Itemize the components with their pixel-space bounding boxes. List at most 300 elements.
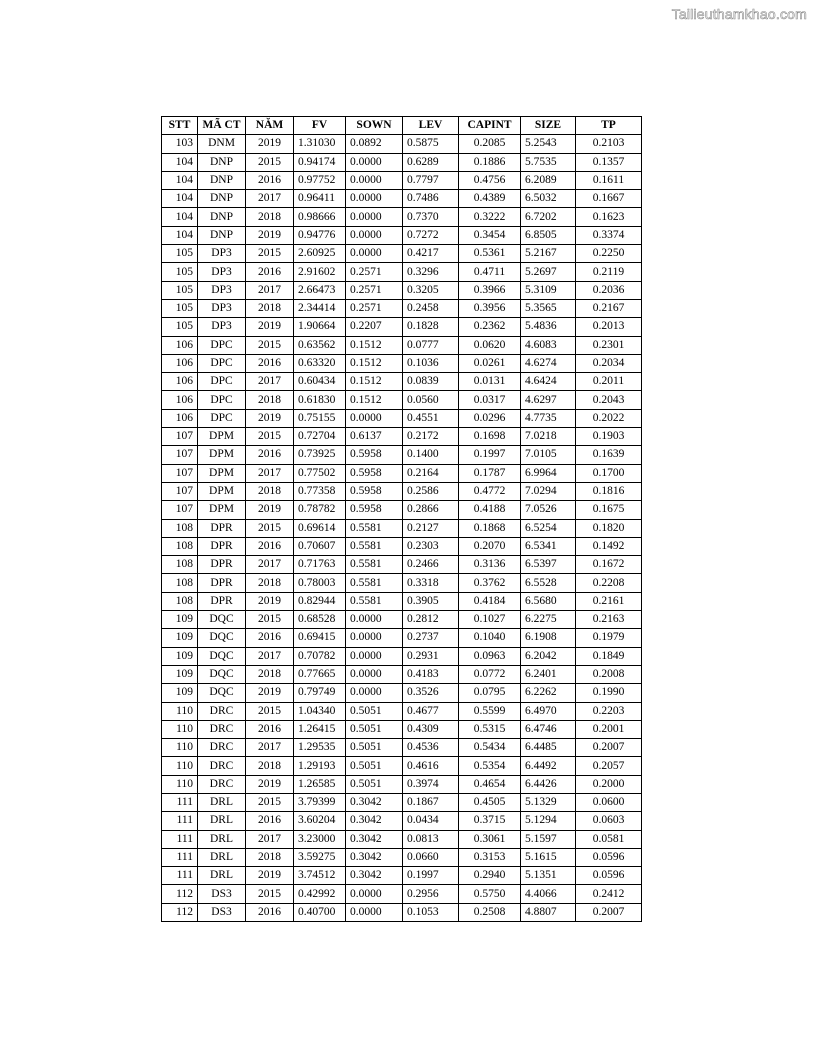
cell-lev: 0.0660 <box>403 848 459 866</box>
table-row <box>162 446 642 464</box>
cell-sown: 0.5581 <box>346 519 403 537</box>
cell-sown: 0.0000 <box>346 171 403 189</box>
cell-ma-ct: DQC <box>198 611 246 629</box>
cell-tp: 0.0603 <box>576 812 642 830</box>
cell-capint: 0.1886 <box>459 153 521 171</box>
cell-fv: 0.96411 <box>294 190 346 208</box>
cell-ma-ct: DPM <box>198 428 246 446</box>
cell-capint: 0.4756 <box>459 171 521 189</box>
cell-stt: 107 <box>162 464 198 482</box>
cell-sown: 0.1512 <box>346 354 403 372</box>
cell-nam: 2019 <box>246 775 294 793</box>
table-row <box>162 830 642 848</box>
cell-capint: 0.5434 <box>459 739 521 757</box>
cell-size: 6.9964 <box>521 464 576 482</box>
cell-capint: 0.1698 <box>459 428 521 446</box>
cell-stt: 106 <box>162 373 198 391</box>
table-row <box>162 537 642 555</box>
cell-stt: 105 <box>162 281 198 299</box>
cell-fv: 0.68528 <box>294 611 346 629</box>
column-header-capint: CAPINT <box>459 117 521 135</box>
cell-capint: 0.5750 <box>459 885 521 903</box>
cell-ma-ct: DPR <box>198 519 246 537</box>
cell-tp: 0.2412 <box>576 885 642 903</box>
cell-tp: 0.0596 <box>576 848 642 866</box>
cell-sown: 0.5958 <box>346 482 403 500</box>
cell-capint: 0.0772 <box>459 665 521 683</box>
watermark-text: Tailieuthamkhao.com <box>671 6 807 22</box>
cell-nam: 2019 <box>246 867 294 885</box>
table-row <box>162 592 642 610</box>
cell-sown: 0.0000 <box>346 903 403 921</box>
cell-ma-ct: DRL <box>198 867 246 885</box>
cell-size: 6.4492 <box>521 757 576 775</box>
cell-fv: 0.70782 <box>294 647 346 665</box>
cell-stt: 104 <box>162 171 198 189</box>
cell-size: 4.6297 <box>521 391 576 409</box>
cell-fv: 0.40700 <box>294 903 346 921</box>
cell-tp: 0.1492 <box>576 537 642 555</box>
cell-fv: 2.34414 <box>294 299 346 317</box>
cell-nam: 2018 <box>246 757 294 775</box>
cell-sown: 0.0000 <box>346 611 403 629</box>
cell-ma-ct: DP3 <box>198 263 246 281</box>
cell-size: 5.3109 <box>521 281 576 299</box>
table-row <box>162 391 642 409</box>
cell-size: 6.7202 <box>521 208 576 226</box>
cell-ma-ct: DRC <box>198 757 246 775</box>
cell-lev: 0.2956 <box>403 885 459 903</box>
cell-fv: 2.60925 <box>294 245 346 263</box>
cell-ma-ct: DNP <box>198 208 246 226</box>
table-row <box>162 190 642 208</box>
cell-lev: 0.4536 <box>403 739 459 757</box>
cell-sown: 0.2571 <box>346 299 403 317</box>
cell-stt: 108 <box>162 592 198 610</box>
cell-stt: 104 <box>162 153 198 171</box>
cell-ma-ct: DS3 <box>198 885 246 903</box>
cell-size: 6.2262 <box>521 684 576 702</box>
cell-ma-ct: DPC <box>198 409 246 427</box>
cell-sown: 0.1512 <box>346 391 403 409</box>
column-header-sown: SOWN <box>346 117 403 135</box>
cell-tp: 0.2011 <box>576 373 642 391</box>
cell-nam: 2016 <box>246 354 294 372</box>
cell-stt: 104 <box>162 190 198 208</box>
cell-fv: 0.77502 <box>294 464 346 482</box>
cell-ma-ct: DRL <box>198 812 246 830</box>
cell-lev: 0.0560 <box>403 391 459 409</box>
cell-capint: 0.0795 <box>459 684 521 702</box>
cell-size: 5.1615 <box>521 848 576 866</box>
cell-tp: 0.1979 <box>576 629 642 647</box>
cell-nam: 2017 <box>246 190 294 208</box>
cell-tp: 0.2057 <box>576 757 642 775</box>
cell-lev: 0.2466 <box>403 556 459 574</box>
cell-capint: 0.2940 <box>459 867 521 885</box>
cell-stt: 109 <box>162 629 198 647</box>
table-row <box>162 885 642 903</box>
cell-capint: 0.1868 <box>459 519 521 537</box>
cell-tp: 0.2034 <box>576 354 642 372</box>
cell-capint: 0.3966 <box>459 281 521 299</box>
cell-lev: 0.2737 <box>403 629 459 647</box>
cell-ma-ct: DPR <box>198 537 246 555</box>
cell-stt: 106 <box>162 354 198 372</box>
cell-nam: 2016 <box>246 629 294 647</box>
cell-tp: 0.2301 <box>576 336 642 354</box>
cell-size: 6.5032 <box>521 190 576 208</box>
table-row <box>162 336 642 354</box>
cell-sown: 0.0000 <box>346 153 403 171</box>
cell-ma-ct: DPC <box>198 373 246 391</box>
cell-nam: 2015 <box>246 611 294 629</box>
cell-lev: 0.7797 <box>403 171 459 189</box>
cell-nam: 2016 <box>246 812 294 830</box>
cell-sown: 0.6137 <box>346 428 403 446</box>
cell-stt: 110 <box>162 720 198 738</box>
table-row <box>162 775 642 793</box>
cell-capint: 0.4188 <box>459 501 521 519</box>
cell-sown: 0.0000 <box>346 208 403 226</box>
cell-capint: 0.2070 <box>459 537 521 555</box>
cell-size: 7.0105 <box>521 446 576 464</box>
cell-size: 4.7735 <box>521 409 576 427</box>
cell-nam: 2016 <box>246 446 294 464</box>
cell-nam: 2016 <box>246 903 294 921</box>
cell-stt: 105 <box>162 245 198 263</box>
cell-capint: 0.4772 <box>459 482 521 500</box>
cell-lev: 0.4616 <box>403 757 459 775</box>
table-row <box>162 867 642 885</box>
cell-size: 6.4970 <box>521 702 576 720</box>
cell-lev: 0.3205 <box>403 281 459 299</box>
cell-fv: 0.98666 <box>294 208 346 226</box>
table-body <box>162 135 642 922</box>
cell-nam: 2019 <box>246 684 294 702</box>
cell-ma-ct: DNP <box>198 171 246 189</box>
cell-lev: 0.0434 <box>403 812 459 830</box>
cell-tp: 0.0596 <box>576 867 642 885</box>
cell-nam: 2015 <box>246 702 294 720</box>
cell-tp: 0.2007 <box>576 739 642 757</box>
cell-fv: 0.82944 <box>294 592 346 610</box>
cell-sown: 0.0000 <box>346 665 403 683</box>
cell-nam: 2016 <box>246 263 294 281</box>
cell-sown: 0.0892 <box>346 135 403 153</box>
cell-nam: 2016 <box>246 537 294 555</box>
cell-lev: 0.7486 <box>403 190 459 208</box>
table-row <box>162 812 642 830</box>
cell-capint: 0.4654 <box>459 775 521 793</box>
cell-lev: 0.0839 <box>403 373 459 391</box>
cell-size: 6.4746 <box>521 720 576 738</box>
column-header-stt: STT <box>162 117 198 135</box>
cell-stt: 112 <box>162 903 198 921</box>
cell-nam: 2018 <box>246 574 294 592</box>
cell-nam: 2019 <box>246 501 294 519</box>
cell-size: 4.8807 <box>521 903 576 921</box>
cell-tp: 0.2203 <box>576 702 642 720</box>
cell-tp: 0.1357 <box>576 153 642 171</box>
cell-sown: 0.0000 <box>346 226 403 244</box>
cell-lev: 0.2127 <box>403 519 459 537</box>
cell-ma-ct: DRC <box>198 775 246 793</box>
cell-sown: 0.0000 <box>346 647 403 665</box>
cell-fv: 3.60204 <box>294 812 346 830</box>
cell-ma-ct: DPC <box>198 391 246 409</box>
cell-stt: 104 <box>162 208 198 226</box>
cell-tp: 0.0581 <box>576 830 642 848</box>
cell-tp: 0.1849 <box>576 647 642 665</box>
cell-tp: 0.2208 <box>576 574 642 592</box>
cell-sown: 0.0000 <box>346 684 403 702</box>
cell-nam: 2017 <box>246 647 294 665</box>
cell-stt: 104 <box>162 226 198 244</box>
cell-ma-ct: DRL <box>198 793 246 811</box>
cell-sown: 0.0000 <box>346 245 403 263</box>
cell-size: 7.0294 <box>521 482 576 500</box>
cell-size: 5.1294 <box>521 812 576 830</box>
cell-nam: 2019 <box>246 226 294 244</box>
cell-stt: 108 <box>162 519 198 537</box>
cell-nam: 2018 <box>246 391 294 409</box>
cell-nam: 2018 <box>246 208 294 226</box>
table-row <box>162 556 642 574</box>
cell-fv: 3.23000 <box>294 830 346 848</box>
cell-fv: 2.91602 <box>294 263 346 281</box>
cell-ma-ct: DPC <box>198 336 246 354</box>
cell-sown: 0.0000 <box>346 629 403 647</box>
cell-fv: 0.70607 <box>294 537 346 555</box>
cell-ma-ct: DNP <box>198 226 246 244</box>
cell-capint: 0.4711 <box>459 263 521 281</box>
cell-fv: 3.59275 <box>294 848 346 866</box>
table-row <box>162 665 642 683</box>
cell-lev: 0.4217 <box>403 245 459 263</box>
column-header-size: SIZE <box>521 117 576 135</box>
cell-stt: 109 <box>162 684 198 702</box>
table-row <box>162 903 642 921</box>
cell-lev: 0.6289 <box>403 153 459 171</box>
cell-size: 6.4426 <box>521 775 576 793</box>
cell-size: 5.2167 <box>521 245 576 263</box>
cell-lev: 0.1997 <box>403 867 459 885</box>
cell-nam: 2015 <box>246 519 294 537</box>
cell-fv: 0.77358 <box>294 482 346 500</box>
table-row <box>162 318 642 336</box>
cell-size: 5.1329 <box>521 793 576 811</box>
cell-fv: 1.26415 <box>294 720 346 738</box>
cell-fv: 0.73925 <box>294 446 346 464</box>
cell-lev: 0.1053 <box>403 903 459 921</box>
cell-fv: 0.94776 <box>294 226 346 244</box>
cell-tp: 0.1611 <box>576 171 642 189</box>
column-header-fv: FV <box>294 117 346 135</box>
cell-capint: 0.1997 <box>459 446 521 464</box>
cell-fv: 0.77665 <box>294 665 346 683</box>
cell-tp: 0.2000 <box>576 775 642 793</box>
cell-lev: 0.7370 <box>403 208 459 226</box>
cell-fv: 0.79749 <box>294 684 346 702</box>
cell-ma-ct: DQC <box>198 629 246 647</box>
cell-ma-ct: DP3 <box>198 245 246 263</box>
cell-lev: 0.5875 <box>403 135 459 153</box>
cell-nam: 2018 <box>246 848 294 866</box>
cell-capint: 0.4184 <box>459 592 521 610</box>
cell-lev: 0.0777 <box>403 336 459 354</box>
cell-capint: 0.4505 <box>459 793 521 811</box>
cell-tp: 0.2103 <box>576 135 642 153</box>
cell-tp: 0.1700 <box>576 464 642 482</box>
cell-size: 5.1597 <box>521 830 576 848</box>
cell-size: 5.2697 <box>521 263 576 281</box>
cell-sown: 0.3042 <box>346 848 403 866</box>
cell-sown: 0.5581 <box>346 537 403 555</box>
cell-tp: 0.1816 <box>576 482 642 500</box>
table-row <box>162 354 642 372</box>
cell-capint: 0.0131 <box>459 373 521 391</box>
cell-ma-ct: DPR <box>198 556 246 574</box>
cell-sown: 0.3042 <box>346 867 403 885</box>
cell-sown: 0.0000 <box>346 409 403 427</box>
cell-fv: 0.63562 <box>294 336 346 354</box>
cell-capint: 0.5315 <box>459 720 521 738</box>
cell-size: 6.5254 <box>521 519 576 537</box>
cell-fv: 0.69415 <box>294 629 346 647</box>
cell-ma-ct: DPM <box>198 464 246 482</box>
cell-fv: 1.90664 <box>294 318 346 336</box>
cell-size: 6.5397 <box>521 556 576 574</box>
table-row <box>162 409 642 427</box>
table-row <box>162 281 642 299</box>
cell-tp: 0.2022 <box>576 409 642 427</box>
cell-tp: 0.1675 <box>576 501 642 519</box>
cell-nam: 2015 <box>246 428 294 446</box>
cell-stt: 107 <box>162 428 198 446</box>
cell-tp: 0.2008 <box>576 665 642 683</box>
cell-stt: 109 <box>162 647 198 665</box>
cell-nam: 2019 <box>246 409 294 427</box>
cell-tp: 0.2001 <box>576 720 642 738</box>
table-row <box>162 629 642 647</box>
cell-nam: 2018 <box>246 665 294 683</box>
cell-capint: 0.0261 <box>459 354 521 372</box>
cell-stt: 111 <box>162 793 198 811</box>
cell-size: 5.4836 <box>521 318 576 336</box>
cell-ma-ct: DPR <box>198 592 246 610</box>
cell-fv: 1.26585 <box>294 775 346 793</box>
cell-capint: 0.3061 <box>459 830 521 848</box>
table-row <box>162 684 642 702</box>
table-row <box>162 373 642 391</box>
table-row <box>162 848 642 866</box>
cell-size: 7.0526 <box>521 501 576 519</box>
table-row <box>162 574 642 592</box>
cell-ma-ct: DQC <box>198 647 246 665</box>
cell-fv: 0.97752 <box>294 171 346 189</box>
cell-tp: 0.2250 <box>576 245 642 263</box>
cell-lev: 0.7272 <box>403 226 459 244</box>
cell-fv: 0.69614 <box>294 519 346 537</box>
cell-sown: 0.2571 <box>346 281 403 299</box>
cell-stt: 109 <box>162 665 198 683</box>
cell-capint: 0.3454 <box>459 226 521 244</box>
cell-ma-ct: DNP <box>198 190 246 208</box>
cell-lev: 0.3296 <box>403 263 459 281</box>
cell-capint: 0.3136 <box>459 556 521 574</box>
cell-nam: 2015 <box>246 793 294 811</box>
cell-fv: 0.42992 <box>294 885 346 903</box>
cell-lev: 0.1400 <box>403 446 459 464</box>
table-row <box>162 171 642 189</box>
cell-nam: 2015 <box>246 336 294 354</box>
cell-stt: 111 <box>162 867 198 885</box>
cell-lev: 0.1036 <box>403 354 459 372</box>
cell-nam: 2015 <box>246 245 294 263</box>
cell-ma-ct: DP3 <box>198 318 246 336</box>
cell-lev: 0.2812 <box>403 611 459 629</box>
cell-sown: 0.5051 <box>346 702 403 720</box>
cell-sown: 0.0000 <box>346 885 403 903</box>
cell-sown: 0.5051 <box>346 775 403 793</box>
cell-size: 5.3565 <box>521 299 576 317</box>
cell-stt: 110 <box>162 757 198 775</box>
cell-size: 6.2401 <box>521 665 576 683</box>
cell-size: 5.7535 <box>521 153 576 171</box>
table-row <box>162 226 642 244</box>
cell-ma-ct: DPC <box>198 354 246 372</box>
cell-lev: 0.3318 <box>403 574 459 592</box>
cell-sown: 0.2207 <box>346 318 403 336</box>
cell-fv: 2.66473 <box>294 281 346 299</box>
cell-stt: 107 <box>162 482 198 500</box>
cell-lev: 0.2164 <box>403 464 459 482</box>
cell-sown: 0.5958 <box>346 464 403 482</box>
cell-nam: 2015 <box>246 153 294 171</box>
cell-lev: 0.2866 <box>403 501 459 519</box>
cell-fv: 0.94174 <box>294 153 346 171</box>
cell-capint: 0.1787 <box>459 464 521 482</box>
cell-capint: 0.3762 <box>459 574 521 592</box>
cell-tp: 0.2043 <box>576 391 642 409</box>
table-row <box>162 208 642 226</box>
table-row <box>162 793 642 811</box>
table-header-row <box>162 117 642 135</box>
table-row <box>162 757 642 775</box>
cell-size: 6.5680 <box>521 592 576 610</box>
cell-stt: 108 <box>162 556 198 574</box>
cell-tp: 0.1623 <box>576 208 642 226</box>
cell-tp: 0.2167 <box>576 299 642 317</box>
cell-size: 6.5528 <box>521 574 576 592</box>
cell-nam: 2017 <box>246 464 294 482</box>
cell-sown: 0.3042 <box>346 830 403 848</box>
cell-nam: 2016 <box>246 171 294 189</box>
cell-capint: 0.4389 <box>459 190 521 208</box>
cell-fv: 0.78782 <box>294 501 346 519</box>
cell-fv: 0.60434 <box>294 373 346 391</box>
cell-stt: 111 <box>162 812 198 830</box>
cell-tp: 0.2161 <box>576 592 642 610</box>
cell-size: 7.0218 <box>521 428 576 446</box>
cell-capint: 0.1027 <box>459 611 521 629</box>
cell-stt: 106 <box>162 391 198 409</box>
cell-lev: 0.3974 <box>403 775 459 793</box>
cell-sown: 0.5051 <box>346 720 403 738</box>
cell-sown: 0.0000 <box>346 190 403 208</box>
cell-fv: 0.71763 <box>294 556 346 574</box>
